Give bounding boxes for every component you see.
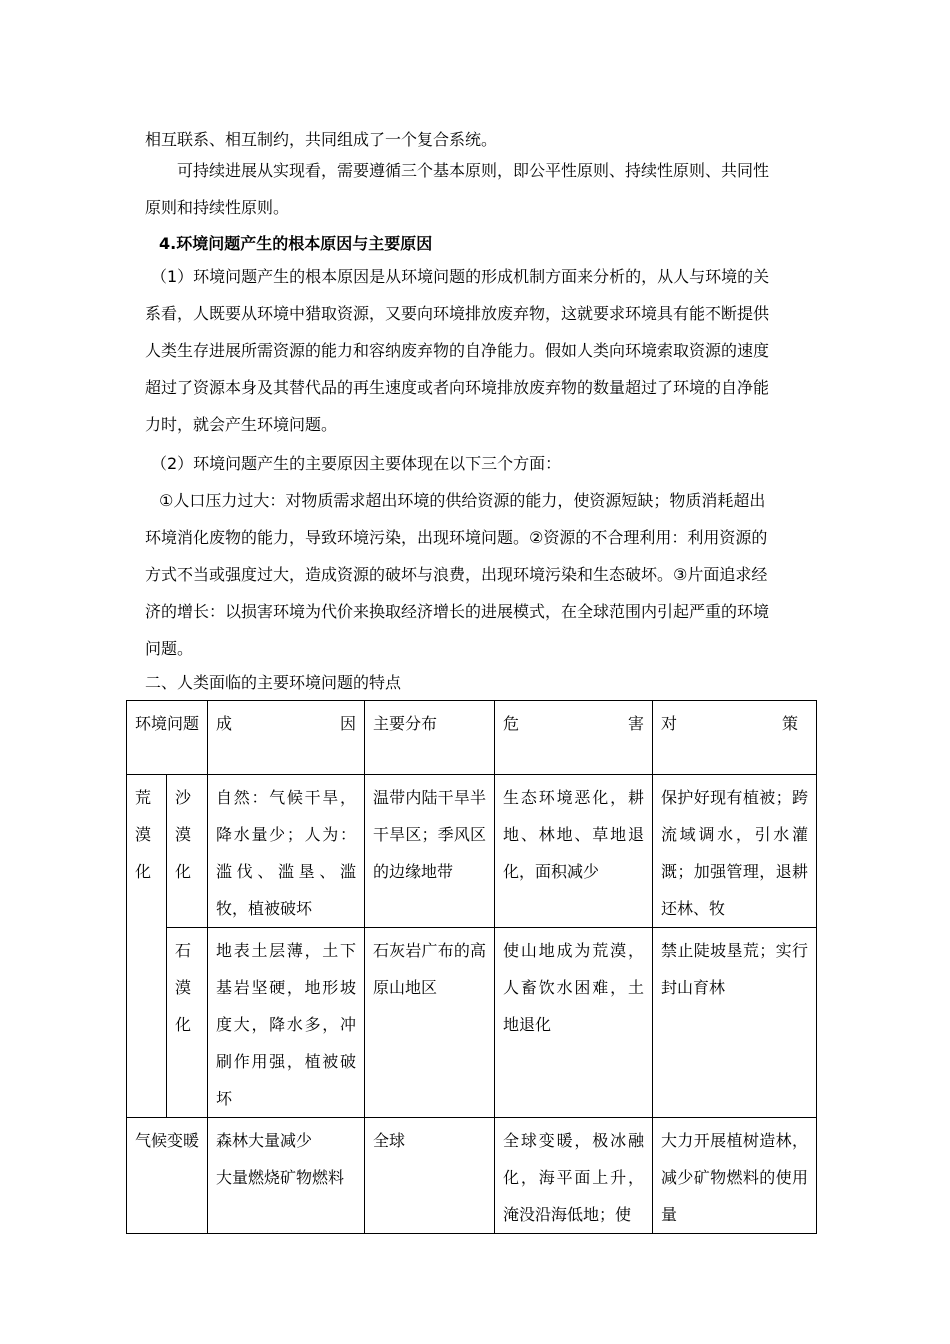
cell-sand-harm: 生态环境恶化，耕地、林地、草地退化，面积减少 — [495, 775, 653, 928]
header-harm-a: 危 — [503, 714, 520, 733]
cell-climate-issue: 气候变暖 — [127, 1118, 208, 1234]
text-line: 人类生存进展所需资源的能力和容纳废弃物的自净能力。假如人类向环境索取资源的速度 — [145, 341, 770, 360]
header-distribution: 主要分布 — [365, 701, 495, 775]
header-measure — [653, 701, 817, 775]
cell-climate-cause — [208, 1118, 365, 1234]
cell-climate-measure: 大力开展植树造林，减少矿物燃料的使用量 — [653, 1118, 817, 1234]
cell-rock-harm: 使山地成为荒漠，人畜饮水困难，土地退化 — [495, 928, 653, 1118]
cell-rock-measure: 禁止陡坡垦荒；实行封山育林 — [653, 928, 817, 1118]
cell-sand-measure: 保护好现有植被；跨流域调水，引水灌溉；加强管理，退耕还林、牧 — [653, 775, 817, 928]
header-cause — [208, 701, 365, 775]
text-line: 环境消化废物的能力，导致环境污染，出现环境问题。②资源的不合理利用：利用资源的 — [145, 528, 768, 547]
text-line: （1）环境问题产生的根本原因是从环境问题的形成机制方面来分析的，从人与环境的关 — [151, 267, 770, 286]
text-line: 可持续进展从实现看，需要遵循三个基本原则，即公平性原则、持续性原则、共同性 — [177, 161, 770, 180]
cell-sand-type: 沙漠化 — [167, 775, 208, 928]
table-row-climate — [127, 1118, 817, 1234]
table-row-sand — [127, 775, 817, 928]
section-heading-2 — [145, 664, 810, 701]
header-cause-a: 成 — [216, 714, 233, 733]
cell-sand-distribution: 温带内陆干旱半干旱区；季风区的边缘地带 — [365, 775, 495, 928]
cause-line: 大量燃烧矿物燃料 — [216, 1168, 345, 1187]
text-line: （2）环境问题产生的主要原因主要体现在以下三个方面： — [151, 454, 562, 473]
paragraph-root-cause — [145, 258, 810, 443]
cell-rock-cause: 地表土层薄，土下基岩坚硬，地形坡度大，降水多，冲刷作用强，植被破坏 — [208, 928, 365, 1118]
environment-issues-table — [126, 700, 817, 1234]
text-line: 方式不当或强度过大，造成资源的破坏与浪费，出现环境污染和生态破坏。③片面追求经 — [145, 565, 768, 584]
heading-4 — [145, 225, 810, 262]
text-line: 超过了资源本身及其替代品的再生速度或者向环境排放废弃物的数量超过了环境的自净能 — [145, 378, 770, 397]
text-line: 力时，就会产生环境问题。 — [145, 415, 338, 434]
cell-rock-type: 石漠化 — [167, 928, 208, 1118]
cell-climate-distribution: 全球 — [365, 1118, 495, 1234]
text-line: 原则和持续性原则。 — [145, 198, 290, 217]
heading-text: 4.环境问题产生的根本原因与主要原因 — [159, 234, 433, 253]
text-line: 济的增长：以损害环境为代价来换取经济增长的进展模式，在全球范围内引起严重的环境 — [145, 602, 770, 621]
cell-rock-distribution: 石灰岩广布的高原山地区 — [365, 928, 495, 1118]
cause-line: 森林大量减少 — [216, 1131, 313, 1150]
section-title: 二、人类面临的主要环境问题的特点 — [145, 673, 402, 692]
header-cause-b: 因 — [340, 714, 357, 733]
header-harm-b: 害 — [628, 714, 645, 733]
header-measure-a: 对 — [661, 714, 678, 733]
cell-climate-harm: 全球变暖，极冰融化，海平面上升，淹没沿海低地；使 — [495, 1118, 653, 1234]
paragraph-three-aspects — [145, 482, 810, 667]
cell-desertification-group: 荒漠化 — [127, 775, 167, 1118]
text-line: 相互联系、相互制约，共同组成了一个复合系统。 — [145, 130, 498, 149]
table-row-rock — [127, 928, 817, 1118]
text-line: ①人口压力过大：对物质需求超出环境的供给资源的能力，使资源短缺；物质消耗超出 — [159, 491, 766, 510]
header-issue: 环境问题 — [127, 701, 208, 775]
header-measure-b: 策 — [782, 714, 799, 733]
text-line: 系看，人既要从环境中猎取资源，又要向环境排放废弃物，这就要求环境具有能不断提供 — [145, 304, 770, 323]
paragraph-main-cause — [145, 445, 810, 482]
table-header-row — [127, 701, 817, 775]
header-harm — [495, 701, 653, 775]
paragraph-principles — [145, 152, 810, 226]
text-line: 问题。 — [145, 639, 194, 658]
cell-sand-cause: 自然：气候干旱，降水量少；人为：滥伐、滥垦、滥牧，植被破坏 — [208, 775, 365, 928]
